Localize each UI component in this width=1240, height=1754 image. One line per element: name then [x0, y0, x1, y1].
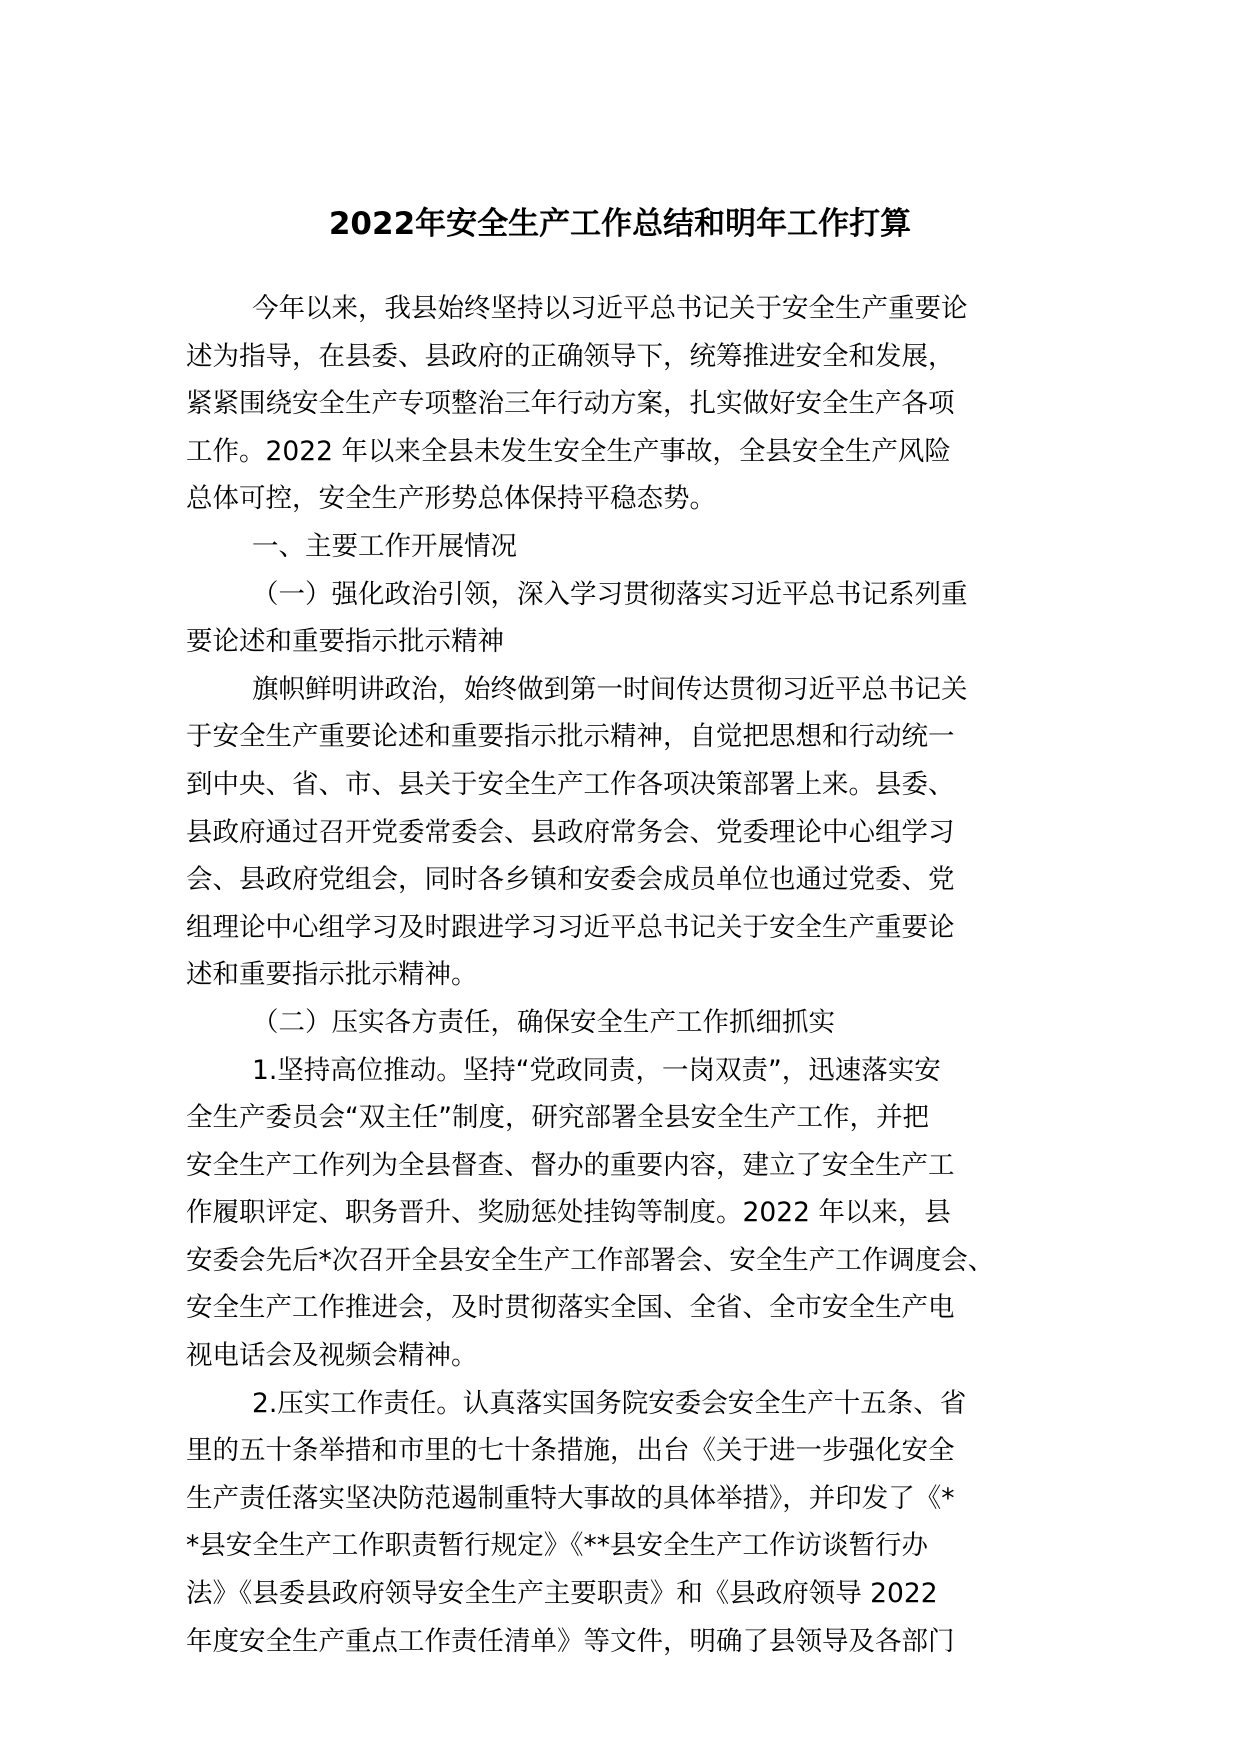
paragraph-line: 工作。2022 年以来全县未发生安全生产事故，全县安全生产风险 — [186, 435, 951, 467]
paragraph-line: 述为指导，在县委、县政府的正确领导下，统筹推进安全和发展， — [186, 340, 955, 372]
paragraph-line: 年度安全生产重点工作责任清单》等文件，明确了县领导及各部门 — [186, 1625, 955, 1657]
paragraph-line: 2.压实工作责任。认真落实国务院安委会安全生产十五条、省 — [252, 1387, 967, 1419]
subsection-heading: （二）压实各方责任，确保安全生产工作抓细抓实 — [252, 1006, 835, 1038]
paragraph-line: 于安全生产重要论述和重要指示批示精神，自觉把思想和行动统一 — [186, 721, 955, 753]
paragraph-line: *县安全生产工作职责暂行规定》《**县安全生产工作访谈暂行办 — [186, 1530, 928, 1562]
paragraph-line: 述和重要指示批示精神。 — [186, 959, 478, 991]
paragraph-line: 1.坚持高位推动。坚持“党政同责，一岗双责”，迅速落实安 — [252, 1054, 941, 1086]
paragraph-line: 到中央、省、市、县关于安全生产工作各项决策部署上来。县委、 — [186, 768, 955, 800]
paragraph-line: 总体可控，安全生产形势总体保持平稳态势。 — [186, 483, 716, 515]
paragraph-line: 视电话会及视频会精神。 — [186, 1340, 478, 1372]
section-heading: 一、主要工作开展情况 — [252, 530, 517, 562]
paragraph-line: 里的五十条举措和市里的七十条措施，出台《关于进一步强化安全 — [186, 1435, 955, 1467]
paragraph-line: 法》《县委县政府领导安全生产主要职责》和《县政府领导 2022 — [186, 1578, 938, 1610]
paragraph-line: 安全生产工作列为全县督查、督办的重要内容，建立了安全生产工 — [186, 1149, 955, 1181]
paragraph-line: 会、县政府党组会，同时各乡镇和安委会成员单位也通过党委、党 — [186, 864, 955, 896]
document-body — [186, 285, 1066, 1665]
paragraph-line: 今年以来，我县始终坚持以习近平总书记关于安全生产重要论 — [252, 293, 968, 324]
paragraph-line: 安全生产工作推进会，及时贯彻落实全国、全省、全市安全生产电 — [186, 1292, 955, 1324]
subsection-heading: （一）强化政治引领，深入学习贯彻落实习近平总书记系列重 — [252, 578, 968, 610]
paragraph-line: 组理论中心组学习及时跟进学习习近平总书记关于安全生产重要论 — [186, 911, 955, 943]
paragraph-line: 紧紧围绕安全生产专项整治三年行动方案，扎实做好安全生产各项 — [186, 388, 955, 420]
paragraph-line: 安委会先后*次召开全县安全生产工作部署会、安全生产工作调度会、 — [186, 1244, 995, 1276]
paragraph-line: 全生产委员会“双主任”制度，研究部署全县安全生产工作，并把 — [186, 1102, 929, 1134]
paragraph-line: 作履职评定、职务晋升、奖励惩处挂钩等制度。2022 年以来，县 — [186, 1197, 951, 1229]
paragraph-line: 生产责任落实坚决防范遏制重特大事故的具体举措》，并印发了《* — [186, 1482, 955, 1514]
subsection-heading: 要论述和重要指示批示精神 — [186, 626, 504, 658]
paragraph-line: 县政府通过召开党委常委会、县政府常务会、党委理论中心组学习 — [186, 816, 955, 848]
document-title: 2022年安全生产工作总结和明年工作打算 — [328, 206, 912, 242]
paragraph-line: 旗帜鲜明讲政治，始终做到第一时间传达贯彻习近平总书记关 — [252, 673, 968, 705]
